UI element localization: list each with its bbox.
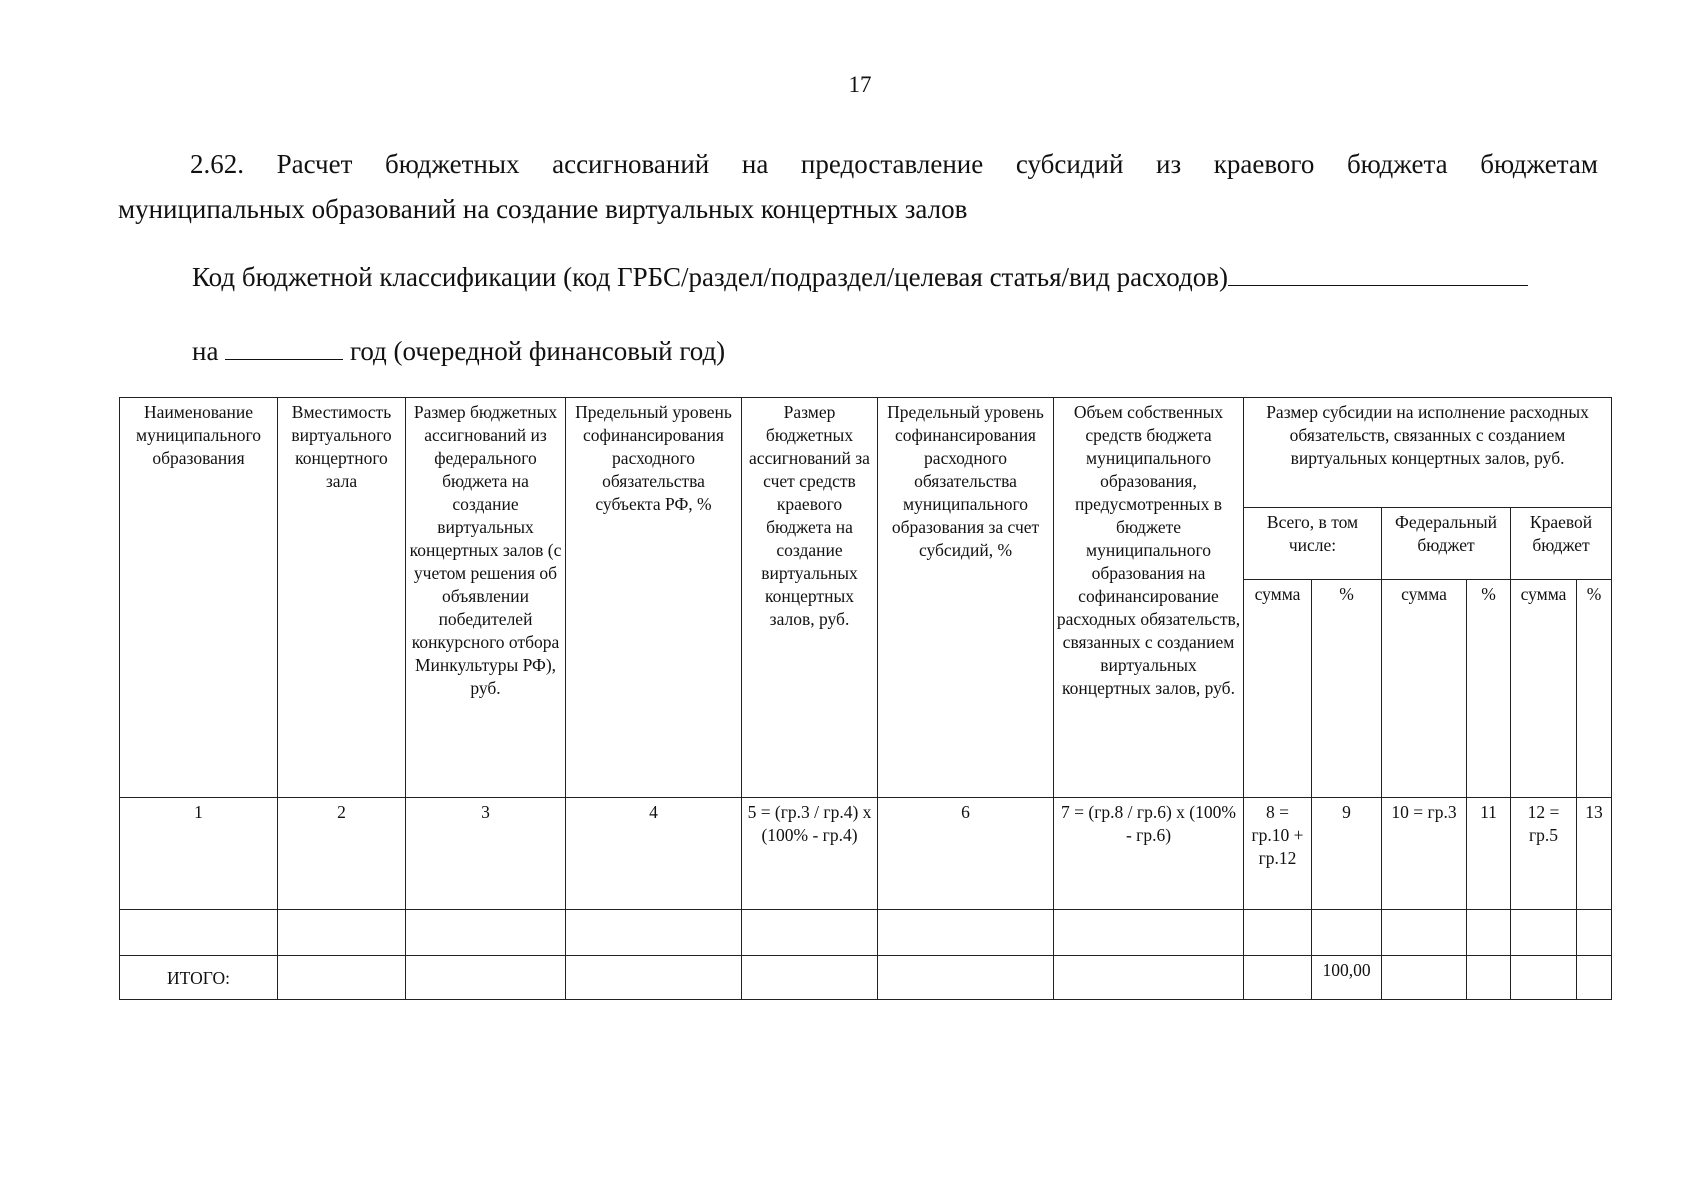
header-total-including: Всего, в том числе:: [1244, 508, 1382, 580]
header-percent: %: [1312, 580, 1382, 798]
header-municipality: Наименование муниципального образования: [120, 398, 278, 798]
calculation-table: [119, 397, 1612, 1000]
header-federal-allocations: Размер бюджетных ассигнований из федерального бюджета на создание виртуальных концертных залов (с учетом решения об объявлении победителей конкурсного отбора Минкультуры РФ), руб.: [406, 398, 566, 798]
header-capacity: Вместимость виртуального концертного зала: [278, 398, 406, 798]
header-subsidy-group: Размер субсидии на исполнение расходных обязательств, связанных с созданием виртуальных концертных залов, руб.: [1244, 398, 1612, 508]
header-subject-cofinancing-level: Предельный уровень софинансирования расходного обязательства субъекта РФ, %: [566, 398, 742, 798]
header-municipal-cofinancing-level: Предельный уровень софинансирования расходного обязательства муниципального образования за счет субсидий, %: [878, 398, 1054, 798]
table-row: [120, 910, 1612, 956]
header-own-funds: Объем собственных средств бюджета муниципального образования, предусмотренных в бюджете муниципального образования на софинансирование расходных обязательств, связанных с созданием виртуальных концертных залов, руб.: [1054, 398, 1244, 798]
budget-classification-line: [192, 262, 1528, 293]
header-sum: сумма: [1244, 580, 1312, 798]
column-number: 12 = гр.5: [1511, 798, 1577, 910]
year-blank: [225, 339, 343, 360]
column-number: 2: [278, 798, 406, 910]
column-number: 4: [566, 798, 742, 910]
total-label: ИТОГО:: [120, 956, 278, 1000]
column-number: 8 = гр.10 + гр.12: [1244, 798, 1312, 910]
total-percent: 100,00: [1312, 956, 1382, 1000]
column-number: 13: [1577, 798, 1612, 910]
fiscal-year-line: [192, 336, 725, 367]
heading-line-1: 2.62. Расчет бюджетных ассигнований на предоставление субсидий из краевого бюджета бюджетам: [190, 149, 1598, 179]
column-number: 3: [406, 798, 566, 910]
column-number: 11: [1467, 798, 1511, 910]
total-row: [120, 956, 1612, 1000]
column-number: 1: [120, 798, 278, 910]
header-federal-budget: Федеральный бюджет: [1382, 508, 1511, 580]
column-number: 5 = (гр.3 / гр.4) х (100% - гр.4): [742, 798, 878, 910]
heading-line-2: муниципальных образований на создание виртуальных концертных залов: [118, 194, 968, 224]
year-prefix: на: [192, 336, 219, 366]
header-regional-allocations: Размер бюджетных ассигнований за счет средств краевого бюджета на создание виртуальных концертных залов, руб.: [742, 398, 878, 798]
header-percent: %: [1577, 580, 1612, 798]
header-percent: %: [1467, 580, 1511, 798]
page-number: 17: [848, 72, 872, 97]
header-row-1: [120, 398, 1612, 508]
year-suffix: год (очередной финансовый год): [349, 336, 726, 366]
column-numbers-row: [120, 798, 1612, 910]
header-sum: сумма: [1511, 580, 1577, 798]
budget-classification-label: Код бюджетной классификации (код ГРБС/раздел/подраздел/целевая статья/вид расходов): [192, 262, 1228, 292]
budget-classification-blank: [1228, 265, 1528, 286]
header-sum: сумма: [1382, 580, 1467, 798]
header-regional-budget: Краевой бюджет: [1511, 508, 1612, 580]
column-number: 6: [878, 798, 1054, 910]
section-heading: [118, 142, 1598, 232]
column-number: 7 = (гр.8 / гр.6) х (100% - гр.6): [1054, 798, 1244, 910]
column-number: 10 = гр.3: [1382, 798, 1467, 910]
column-number: 9: [1312, 798, 1382, 910]
